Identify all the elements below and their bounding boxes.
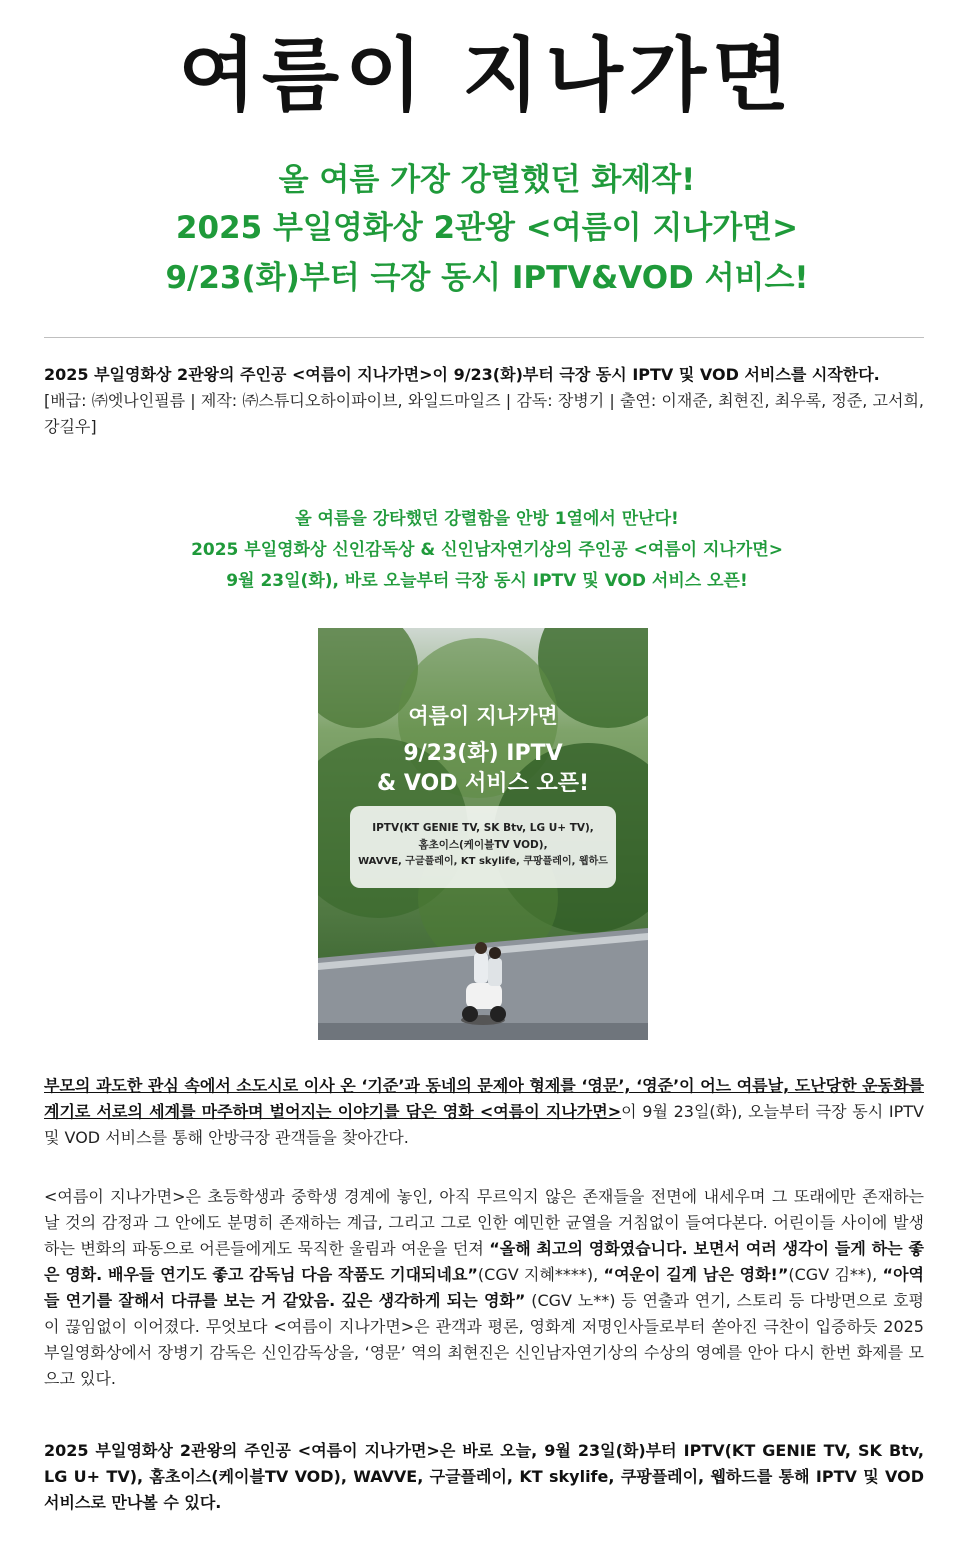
synopsis-underlined: 부모의 과도한 관심 속에서 소도시로 이사 온 ‘기준’과 동네의 문제아 형제를 ‘영문’, ‘영준’이 어느 여름날, 도난당한 운동화를 계기로 서로의 세계를 마주하며 벌어지는 이야기를 담은 영화 <여름이 지나가면> (44, 1076, 924, 1121)
headline-3: 9/23(화)부터 극장 동시 IPTV&VOD 서비스! (165, 260, 809, 296)
headline-1: 올 여름 가장 강렬했던 화제작! (278, 162, 696, 198)
movie-poster (318, 628, 648, 1040)
review-quote-2: “여운이 길게 남은 영화!” (603, 1265, 789, 1284)
poster-service-line-3: WAVVE, 구글플레이, KT skylife, 쿠팡플레이, 웹하드 (358, 856, 608, 867)
divider (44, 337, 924, 338)
poster-services-box (350, 806, 616, 888)
review-quote-3: “아역들 연기를 잘해서 다큐를 보는 거 같았음. 깊은 생각하게 되는 영화” (44, 1265, 924, 1310)
movie-title-logo: 여름이 지나가면 (178, 29, 796, 122)
poster-service-line-1: IPTV(KT GENIE TV, SK Btv, LG U+ TV), (372, 822, 594, 834)
review-text-1: <여름이 지나가면>은 초등학생과 중학생 경계에 놓인, 아직 무르익지 않은 존재들을 전면에 내세우며 그 또래에만 존재하는 날 것의 감정과 그 안에도 분명히 존재하는 계급, 그리고 그로 인한 예민한 균열을 거침없이 들여다본다. 어린이들 사이에 발생하는 변화의 파동으로 어른들에게도 묵직한 울림과 여운을 던져 (44, 1187, 924, 1258)
closing-paragraph: 2025 부일영화상 2관왕의 주인공 <여름이 지나가면>은 바로 오늘, 9월 23일(화)부터 IPTV(KT GENIE TV, SK Btv, LG U+ TV), 홈초이스(케이블TV VOD), WAVVE, 구글플레이, KT skylife, 쿠팡플레이, 웹하드를 통해 IPTV 및 VOD 서비스로 만나볼 수 있다. (44, 1441, 924, 1512)
synopsis-paragraph (44, 1073, 924, 1151)
poster-open-line: & VOD 서비스 오픈! (376, 771, 590, 796)
subhead-3: 9월 23일(화), 바로 오늘부터 극장 동시 IPTV 및 VOD 서비스 오픈! (226, 571, 748, 591)
intro-lead: 2025 부일영화상 2관왕의 주인공 <여름이 지나가면>이 9/23(화)부터 극장 동시 IPTV 및 VOD 서비스를 시작한다. (44, 365, 880, 384)
review-text-4: (CGV 노**) 등 연출과 연기, 스토리 등 다방면으로 호평이 끊임없이 이어졌다. 무엇보다 <여름이 지나가면>은 관객과 평론, 영화계 저명인사들로부터 쏟아진 극찬이 입증하듯 2025 부일영화상에서 장병기 감독은 신인감독상을, ‘영문’ 역의 최현진은 신인남자연기상의 수상의 영예를 안아 다시 한번 화제를 모으고 있다. (44, 1291, 924, 1388)
review-paragraph (44, 1184, 924, 1392)
synopsis-rest: 이 9월 23일(화), 오늘부터 극장 동시 IPTV 및 VOD 서비스를 통해 안방극장 관객들을 찾아간다. (44, 1102, 924, 1147)
review-text-2: (CGV 지혜****), (477, 1265, 604, 1284)
poster-date-line: 9/23(화) IPTV (403, 741, 563, 766)
subhead-1: 올 여름을 강타했던 강렬함을 안방 1열에서 만난다! (295, 509, 679, 529)
poster-service-line-2: 홈초이스(케이블TV VOD), (418, 839, 548, 851)
headline-2: 2025 부일영화상 2관왕 <여름이 지나가면> (175, 210, 799, 246)
review-text-3: (CGV 김**), (788, 1265, 883, 1284)
poster-title: 여름이 지나가면 (408, 704, 558, 728)
intro-paragraph (44, 362, 924, 440)
review-quote-1: “올해 최고의 영화였습니다. 보면서 여러 생각이 들게 하는 좋은 영화. 배우들 연기도 좋고 감독님 다음 작품도 기대되네요” (44, 1239, 924, 1284)
subhead-2: 2025 부일영화상 신인감독상 & 신인남자연기상의 주인공 <여름이 지나가면> (191, 540, 783, 560)
credits-line: [배급: ㈜엣나인필름 | 제작: ㈜스튜디오하이파이브, 와일드마일즈 | 감독: 장병기 | 출연: 이재준, 최현진, 최우록, 정준, 고서희, 강길우] (44, 391, 924, 436)
